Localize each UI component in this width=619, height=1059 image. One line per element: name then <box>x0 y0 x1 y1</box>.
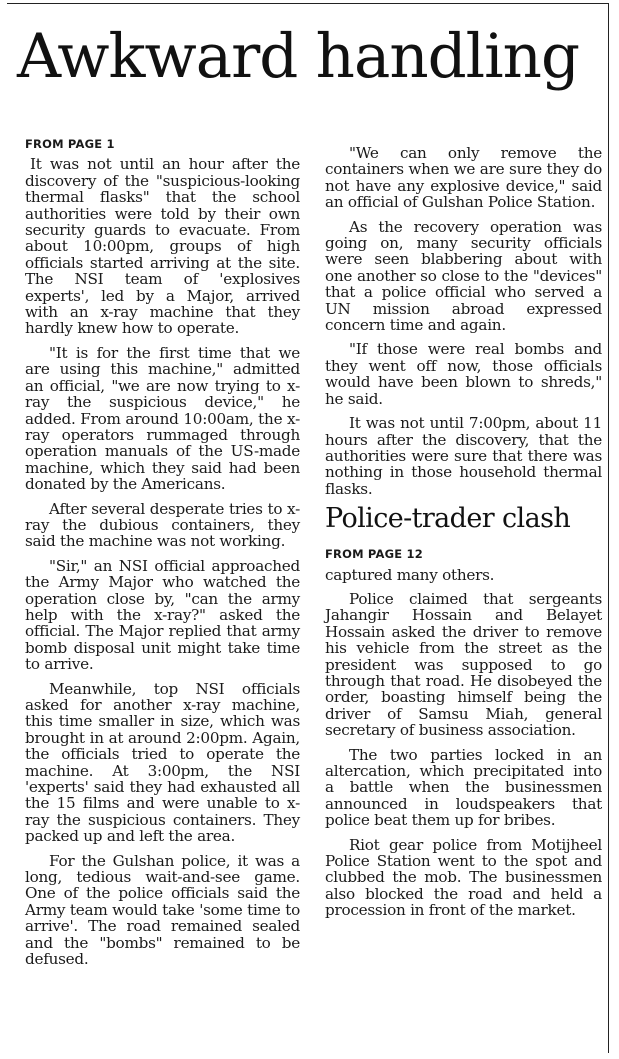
article-headline: Awkward handling <box>17 21 580 92</box>
article-paragraph: "We can only remove the containers when we are sure they do not have any explosive device," said an official of Gulshan Police Station. <box>325 144 602 212</box>
article-paragraph: It was not until 7:00pm, about 11 hours after the discovery, that the authorities were sure that there was nothing in those household thermal flasks. <box>325 414 602 498</box>
article-paragraph: Meanwhile, top NSI officials asked for another x-ray machine, this time smaller in size, which was brought in at around 2:00pm. Again, the officials tried to operate the machine. At 3:00pm, the NSI 'experts' said they had exhausted all the 15 films and were unable to x-ray the suspicious containers. They packed up and left the area. <box>25 679 300 846</box>
left-column <box>25 136 300 976</box>
article2-paragraph: The two parties locked in an altercation, which precipitated into a battle when the businessmen announced in loudspeakers that police beat them up for bribes. <box>325 745 602 830</box>
article-paragraph: It was not until an hour after the discovery of the "suspicious-looking thermal flasks" that the school authorities were told by their own security guards to evacuate. From about 10:00pm, groups of high officials started arriving at the site. The NSI team of 'explosives experts', led by a Major, arrived with an x-ray machine that they hardly knew how to operate. <box>25 155 300 338</box>
article-paragraph: "If those were real bombs and they went off now, those officials would have been blown to shreds," he said. <box>325 340 602 408</box>
article-paragraph: "It is for the first time that we are using this machine," admitted an official, "we are now trying to x-ray the suspicious device," he added. From around 10:00am, the x-ray operators rummaged through operation manuals of the US-made machine, which they said had been donated by the Americans. <box>25 343 300 494</box>
article-paragraph: As the recovery operation was going on, many security officials were seen blabbering about with one another so close to the "devices" that a police official who served a UN mission abroad expressed concern time and again. <box>325 217 602 335</box>
article-kicker: FROM PAGE 1 <box>25 137 115 151</box>
right-column <box>325 145 602 927</box>
article-paragraph: For the Gulshan police, it was a long, tedious wait-and-see game. One of the police officials said the Army team would take 'some time to arrive'. The road remained sealed and the "bombs" remained to be defused. <box>25 851 300 969</box>
article2-headline: Police-trader clash <box>325 503 571 535</box>
article2-paragraph: captured many others. <box>325 565 495 584</box>
article2-paragraph: Riot gear police from Motijheel Police Station went to the spot and clubbed the mob. The businessmen also blocked the road and held a procession in front of the market. <box>325 835 602 920</box>
article-paragraph: "Sir," an NSI official approached the Army Major who watched the operation close by, "can the army help with the x-ray?" asked the official. The Major replied that army bomb disposal unit might take time to arrive. <box>25 556 300 674</box>
article2-paragraph: Police claimed that sergeants Jahangir Hossain and Belayet Hossain asked the driver to remove his vehicle from the street as the president was supposed to go through that road. He disobeyed the order, boasting himself being the driver of Samsu Miah, general secretary of business association. <box>325 589 602 740</box>
article-paragraph: After several desperate tries to x-ray the dubious containers, they said the machine was not working. <box>25 499 300 551</box>
article2-kicker: FROM PAGE 12 <box>325 547 423 562</box>
